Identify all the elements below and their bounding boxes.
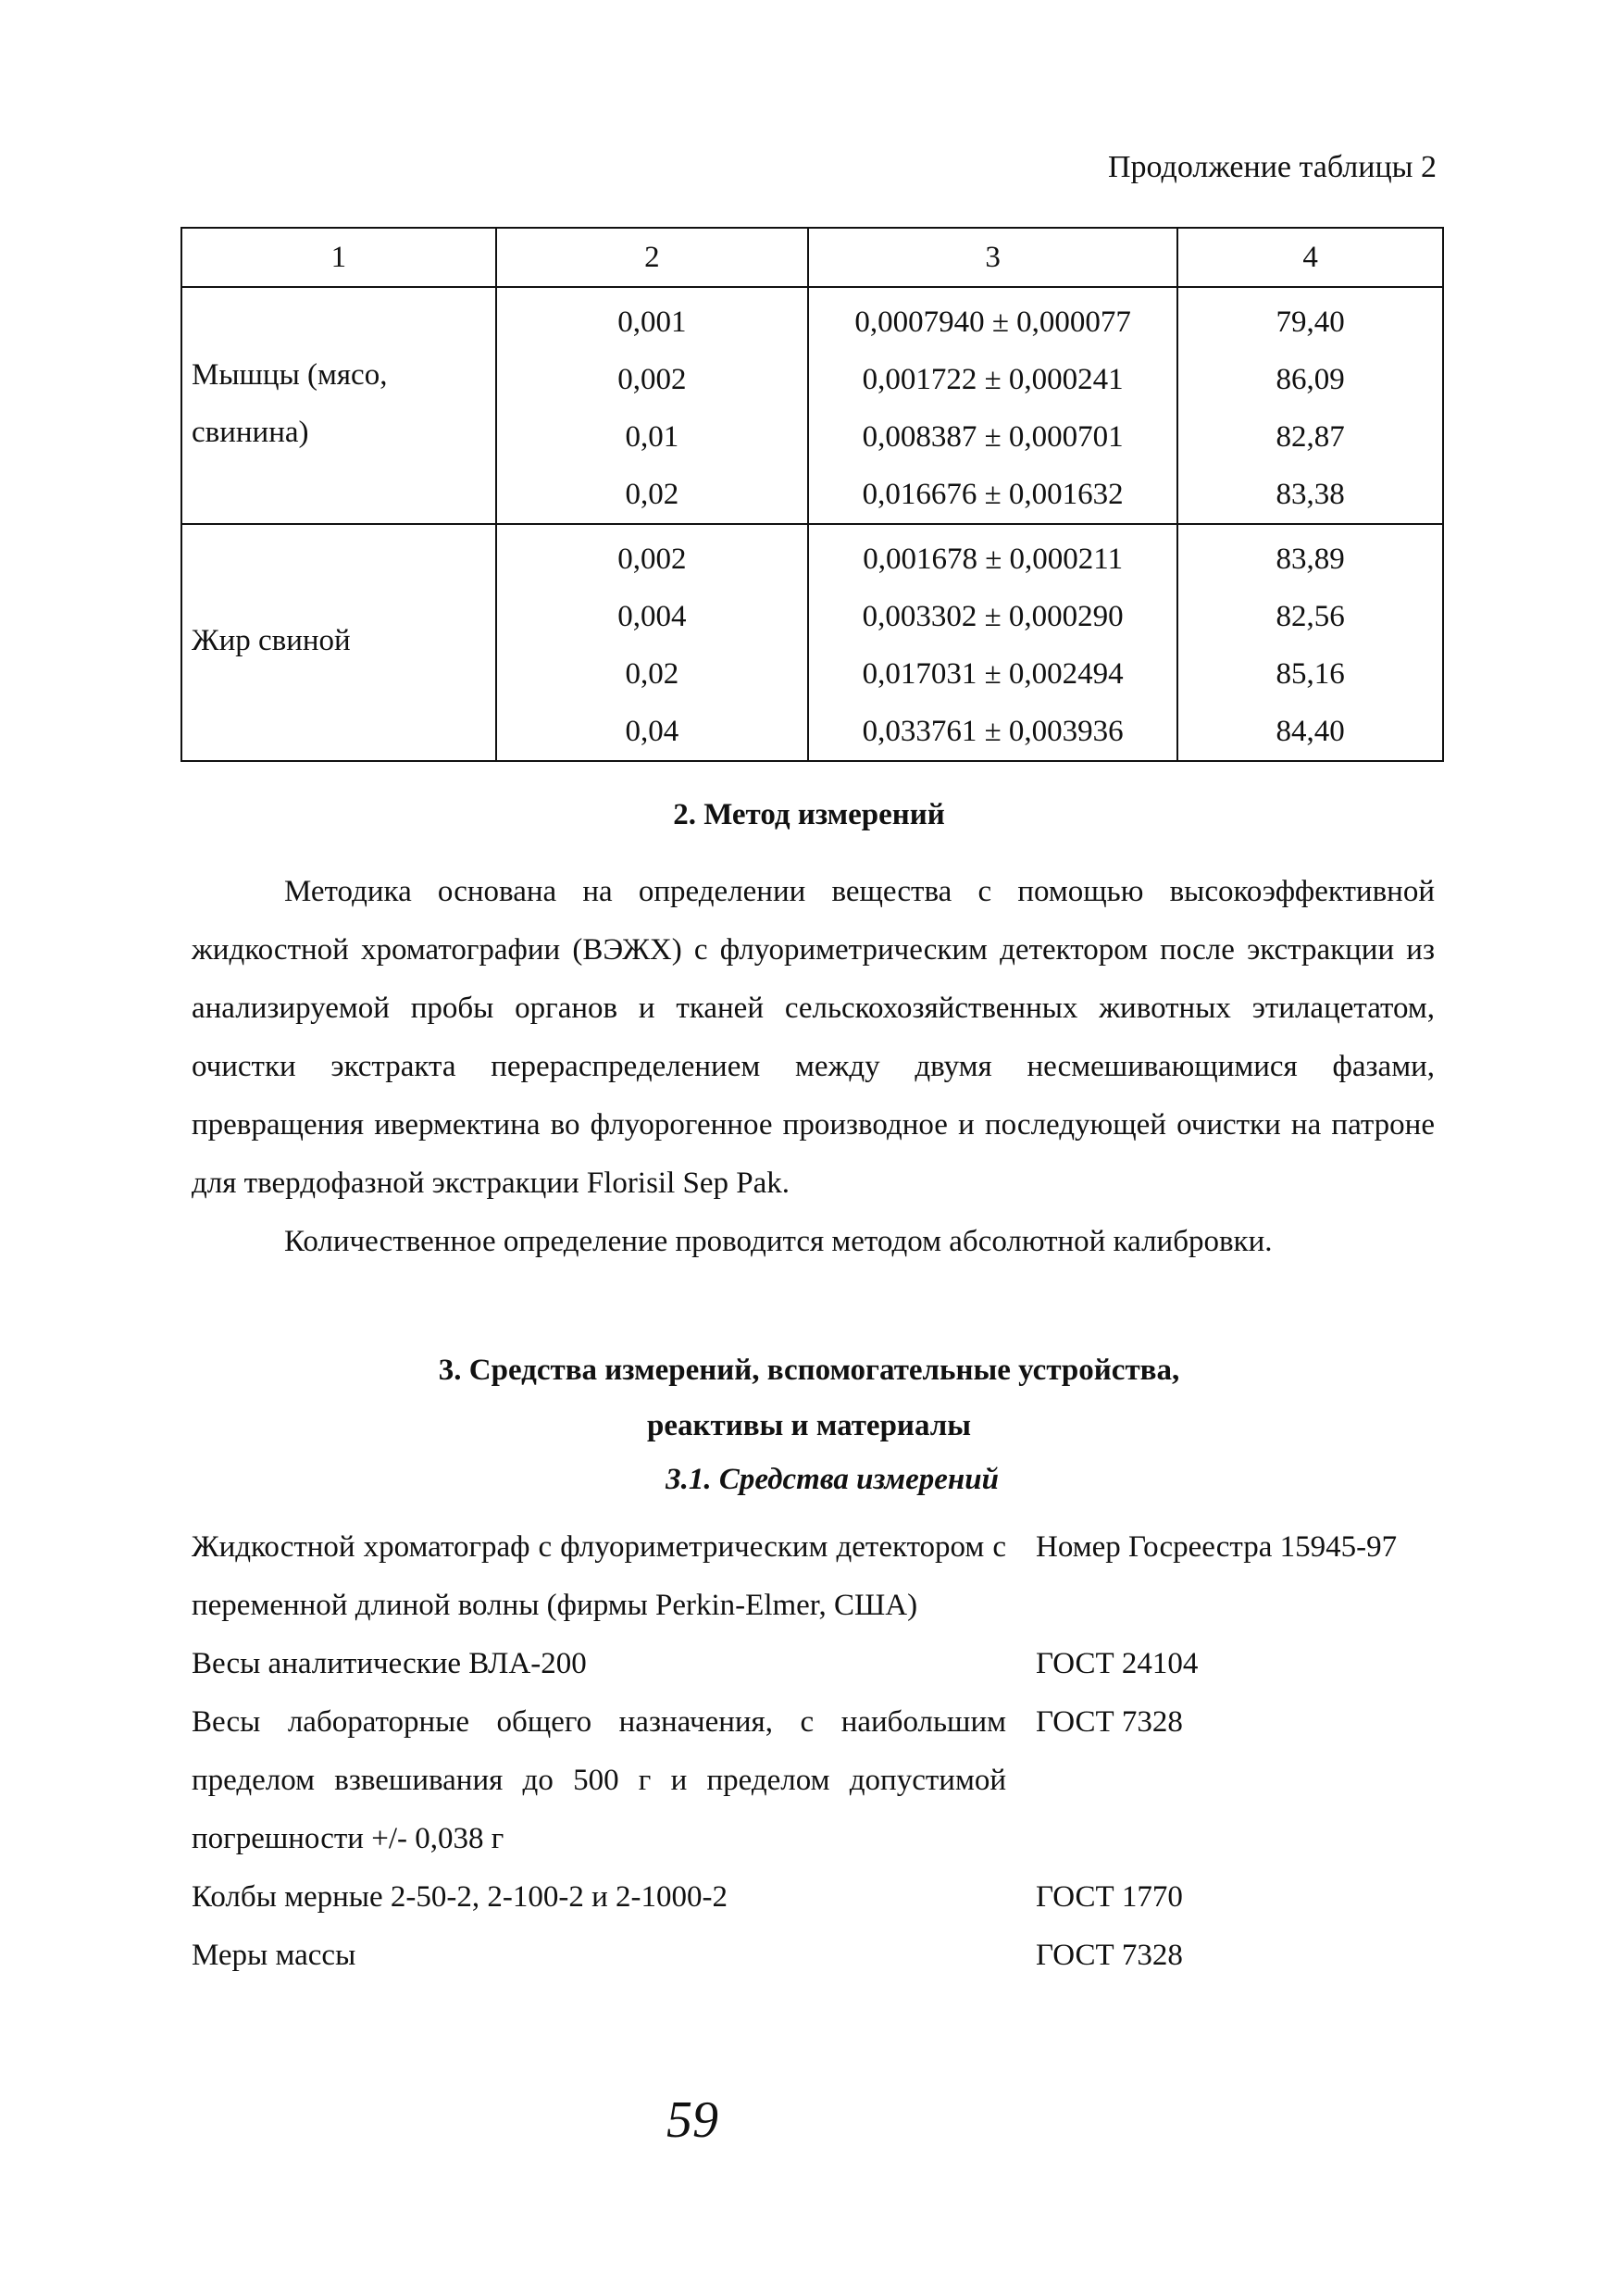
instrument-name: Меры массы [192, 1939, 356, 1972]
instrument-standard: ГОСТ 24104 [1036, 1647, 1199, 1680]
table-cell: 0,02 [625, 478, 679, 511]
section-3-heading-line-2: реактивы и материалы [646, 1409, 972, 1442]
list-item [192, 1635, 1435, 1693]
instrument-name: Весы аналитические ВЛА-200 [192, 1647, 587, 1680]
found-amount-cell [808, 287, 1177, 524]
found-amount-cell [808, 524, 1177, 761]
table-cell: 0,002 [617, 543, 687, 576]
table-cell: 0,0007940 ± 0,000077 [854, 306, 1131, 339]
table-cell: 0,01 [625, 420, 679, 454]
group-label-cell [181, 524, 496, 761]
table-cell: 83,89 [1276, 543, 1345, 576]
table-cell: 84,40 [1276, 715, 1345, 748]
instrument-standard: Номер Госреестра 15945-97 [1036, 1530, 1398, 1564]
table-cell: 0,016676 ± 0,001632 [862, 478, 1124, 511]
subsection-3-1-heading: 3.1. Средства измерений [666, 1463, 999, 1496]
table-cell: 0,02 [625, 657, 679, 691]
table-cell: 86,09 [1276, 363, 1345, 396]
header-col-3: 3 [808, 228, 1177, 287]
section-3-heading-line-1: 3. Средства измерений, вспомогательные устройства, [438, 1354, 1180, 1387]
instrument-standard: ГОСТ 1770 [1036, 1880, 1183, 1914]
table-cell: 82,56 [1276, 600, 1345, 633]
table-row [181, 287, 1443, 524]
list-item [192, 1927, 1435, 1985]
table-row [181, 524, 1443, 761]
table-cell: 0,001722 ± 0,000241 [862, 363, 1124, 396]
table-cell: 0,001678 ± 0,000211 [863, 543, 1124, 576]
group-label: Жир свиной [192, 624, 351, 657]
list-item [192, 1693, 1435, 1868]
table-cell: 0,003302 ± 0,000290 [862, 600, 1124, 633]
table-cell: 0,004 [617, 600, 687, 633]
group-label: Мышцы (мясо, свинина) [192, 358, 388, 449]
instrument-standard: ГОСТ 7328 [1036, 1939, 1183, 1972]
header-col-2: 2 [496, 228, 808, 287]
instrument-name: Весы лабораторные общего назначения, с наибольшим пределом взвешивания до 500 г и пределом допустимой погрешности +/- 0,038 г [192, 1705, 1006, 1855]
instruments-list [192, 1518, 1435, 1985]
section-2-paragraph-2: Количественное определение проводится методом абсолютной калибровки. [284, 1225, 1273, 1258]
instrument-standard: ГОСТ 7328 [1036, 1705, 1183, 1739]
table-cell: 0,04 [625, 715, 679, 748]
table-header-row [181, 228, 1443, 287]
list-item [192, 1868, 1435, 1927]
table-cell: 79,40 [1276, 306, 1345, 339]
instrument-name: Колбы мерные 2-50-2, 2-100-2 и 2-1000-2 [192, 1880, 728, 1914]
added-amount-cell [496, 524, 808, 761]
table-cell: 83,38 [1276, 478, 1345, 511]
section-2-paragraph-1: Методика основана на определении вещества с помощью высокоэффективной жидкостной хроматографии (ВЭЖХ) с флуориметрическим детектором после экстракции из анализируемой пробы органов и тканей сельскохозяйственных животных этилацетатом, очистки экстракта перераспределением между двумя несмешивающимися фазами, превращения ивермектина во флуорогенное производное и последующей очистки на патроне для твердофазной экстракции Florisil Sep Pak. [192, 875, 1435, 1200]
list-item [192, 1518, 1435, 1635]
added-amount-cell [496, 287, 808, 524]
group-label-cell [181, 287, 496, 524]
table-cell: 0,002 [617, 363, 687, 396]
page-number: 59 [666, 2091, 718, 2149]
results-table [180, 227, 1444, 762]
recovery-cell [1177, 287, 1443, 524]
header-col-4: 4 [1177, 228, 1443, 287]
header-col-1: 1 [181, 228, 496, 287]
table-cell: 82,87 [1276, 420, 1345, 454]
table-continuation-label: Продолжение таблицы 2 [1107, 150, 1437, 184]
section-2-heading: 2. Метод измерений [673, 798, 945, 831]
table-cell: 0,033761 ± 0,003936 [862, 715, 1124, 748]
table-cell: 85,16 [1276, 657, 1345, 691]
table-cell: 0,017031 ± 0,002494 [862, 657, 1124, 691]
table-cell: 0,001 [617, 306, 687, 339]
instrument-name: Жидкостной хроматограф с флуориметрическим детектором с переменной длиной волны (фирмы Perkin-Elmer, США) [192, 1530, 1006, 1622]
recovery-cell [1177, 524, 1443, 761]
table-cell: 0,008387 ± 0,000701 [862, 420, 1124, 454]
